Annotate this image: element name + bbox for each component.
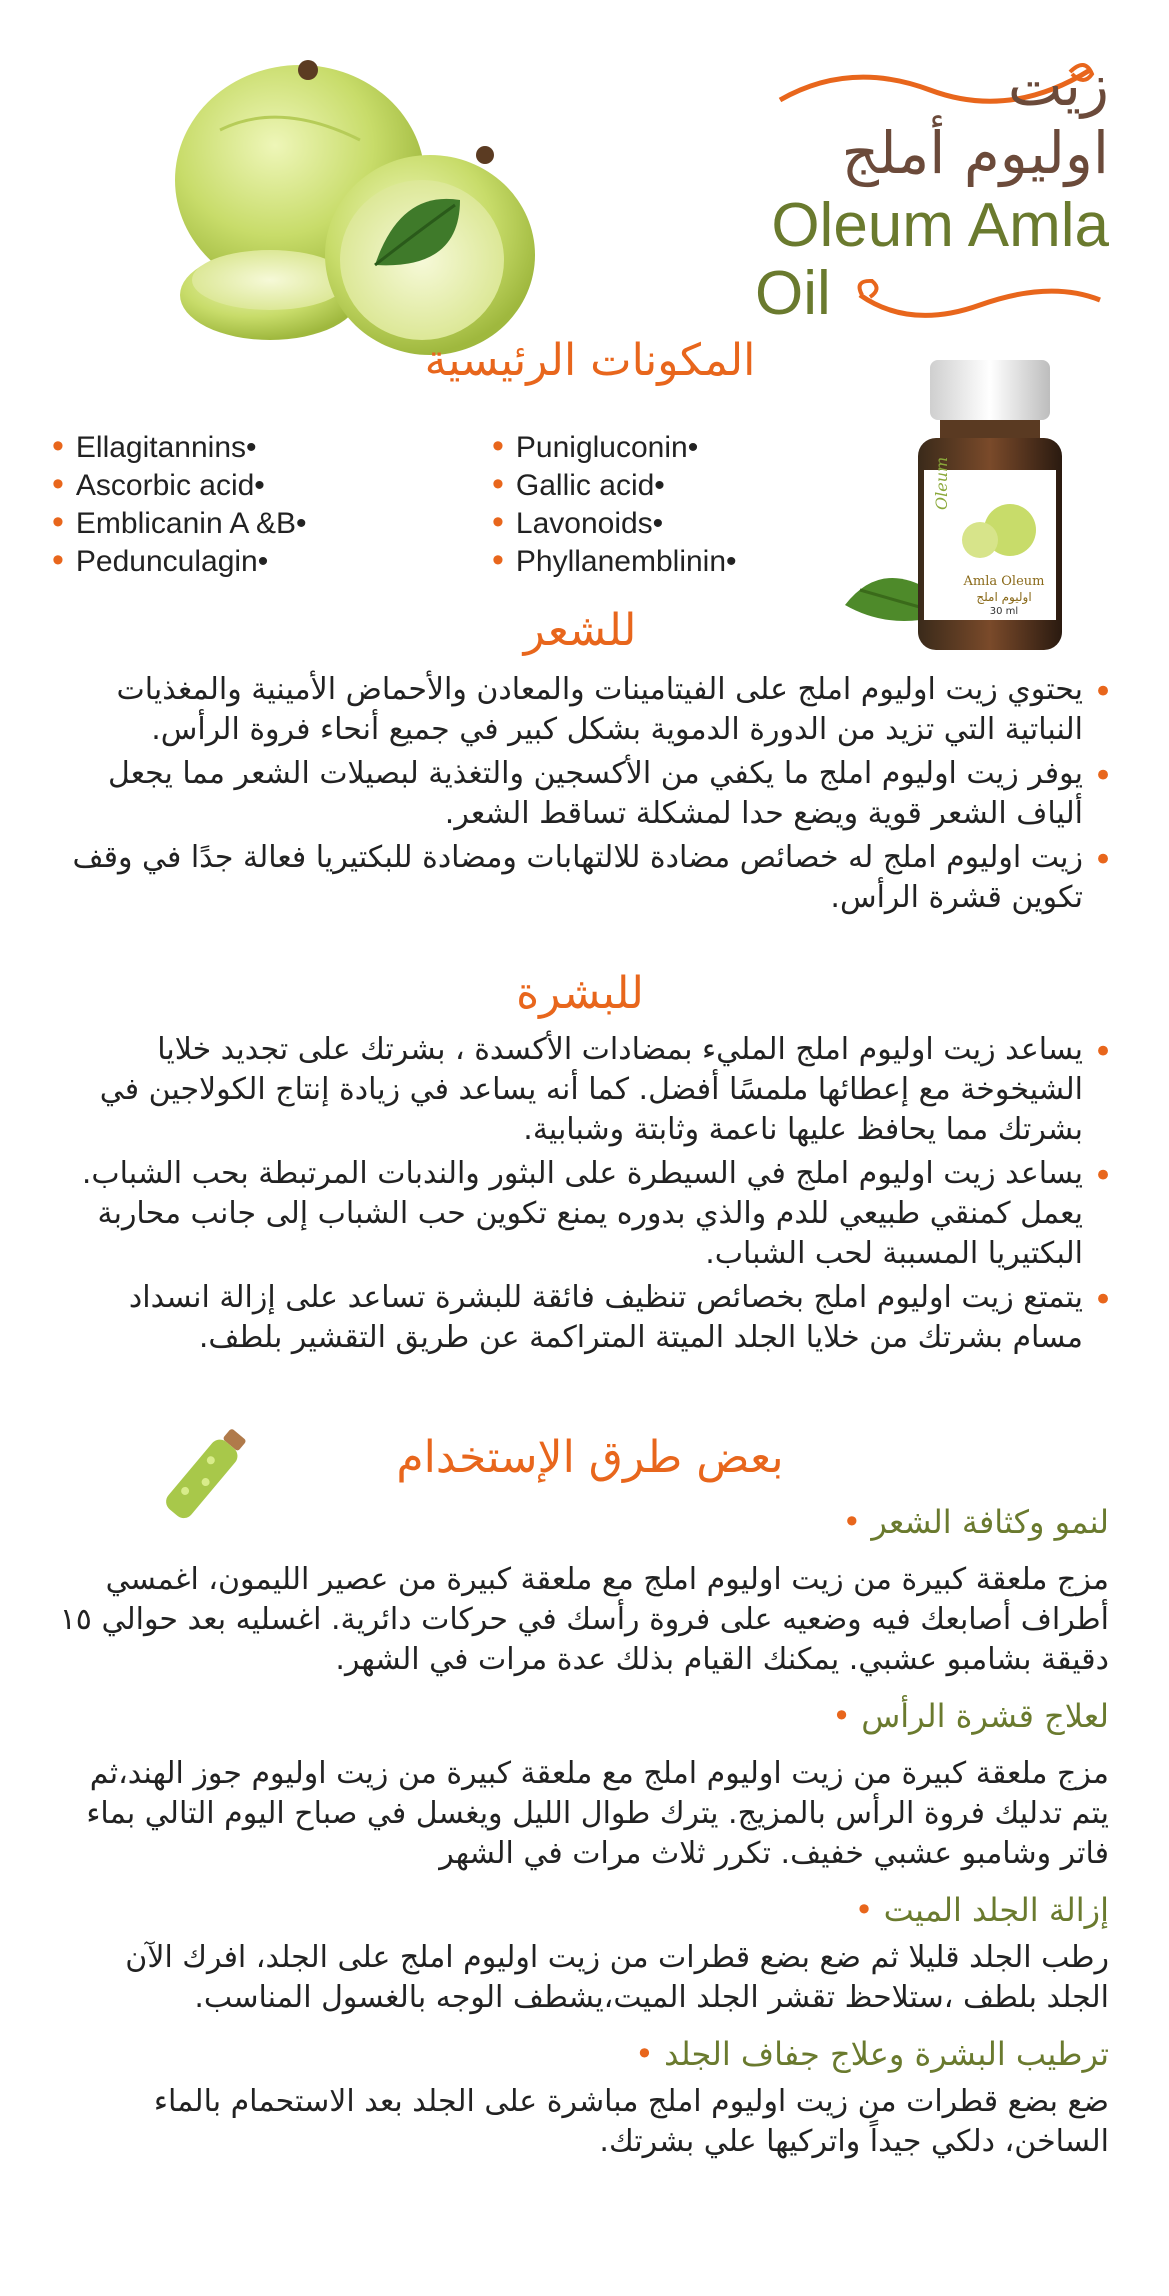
usage-body-moisturize: ضع بضع قطرات من زيت اوليوم املج مباشرة على الجلد بعد الاستحمام بالماء الساخن، دلكي جيداً واتركيها علي بشرتك.	[153, 2084, 1109, 2159]
ingredient-item: • Lavonoids•	[492, 504, 852, 542]
hair-benefit-item: يوفر زيت اوليوم املج ما يكفي من الأكسجين والتغذية لبصيلات الشعر مما يجعل ألياف الشعر قوية ويضع حدا لمشكلة تساقط الشعر. •	[59, 754, 1109, 834]
usage-heading: بعض طرق الإستخدام	[396, 1432, 784, 1483]
bottle-name-ar: اوليوم املج	[976, 590, 1032, 604]
hair-benefit-item: زيت اوليوم املج له خصائص مضادة للالتهابات ومضادة للبكتيريا فعالة جدًا في وقف تكوين قشرة الرأس. •	[59, 838, 1109, 918]
ingredients-heading: المكونات الرئيسية	[424, 335, 756, 386]
usage-section	[59, 1500, 1109, 2162]
ingredient-item: • Pedunculagin•	[52, 542, 472, 580]
amla-fruit-image	[160, 40, 540, 360]
bottle-brand: Oleum	[932, 456, 951, 510]
title-english-line2: Oil	[755, 259, 831, 328]
title-arabic-line1: زيت	[1007, 51, 1109, 119]
skin-heading: للبشرة	[516, 968, 644, 1019]
product-bottle-image	[840, 360, 1080, 660]
usage-body-dandruff: مزج ملعقة كبيرة من زيت اوليوم املج مع ملعقة كبيرة من زيت اوليوم جوز الهند،ثم يتم تدليك فروة الرأس بالمزيج. يترك طوال الليل ويغسل في صباح اليوم التالي بماء فاتر وشامبو عشبي خفيف. تكرر ثلاث مرات في الشهر	[86, 1756, 1109, 1871]
ingredients-list-right	[492, 428, 852, 580]
ingredient-item: • Ellagitannins•	[52, 428, 472, 466]
hair-benefit-item: يحتوي زيت اوليوم املج على الفيتامينات والمعادن والأحماض الأمينية والمغذيات النباتية التي تزيد من الدورة الدموية بشكل كبير في جميع أنحاء فروة الرأس. •	[59, 670, 1109, 750]
skin-benefit-item: يساعد زيت اوليوم املج في السيطرة على البثور والندبات المرتبطة بحب الشباب. يعمل كمنقي طبيعي للدم والذي بدوره يمنع تكوين حب الشباب إلى جانب محاربة البكتيريا المسببة لحب الشباب. •	[59, 1154, 1109, 1274]
ingredient-item: • Gallic acid•	[492, 466, 852, 504]
usage-body-dead-skin: رطب الجلد قليلا ثم ضع بضع قطرات من زيت اوليوم املج على الجلد، افرك الآن الجلد بلطف ،ستلاحظ تقشر الجلد الميت،يشطف الوجه بالغسول المناسب.	[125, 1940, 1109, 2015]
title-arabic-line2: اوليوم أملج	[841, 119, 1109, 187]
usage-title-dead-skin: إزالة الجلد الميت •	[59, 1888, 1109, 1932]
ingredient-item: • Emblicanin A &B•	[52, 504, 472, 542]
title-english-line1: Oleum Amla	[771, 191, 1109, 260]
usage-title-moisturize: ترطيب البشرة وعلاج جفاف الجلد •	[59, 2032, 1109, 2076]
skin-benefits-list	[59, 1030, 1109, 1362]
usage-title-hair-growth: لنمو وكثافة الشعر •	[59, 1500, 1109, 1544]
ingredient-item: • Punigluconin•	[492, 428, 852, 466]
ingredient-item: • Ascorbic acid•	[52, 466, 472, 504]
skin-benefit-item: يتمتع زيت اوليوم املج بخصائص تنظيف فائقة للبشرة تساعد على إزالة انسداد مسام بشرتك من خلايا الجلد الميتة المتراكمة عن طريق التقشير بلطف. •	[59, 1278, 1109, 1358]
ingredient-item: • Phyllanemblinin•	[492, 542, 852, 580]
ingredients-list-left	[52, 428, 472, 580]
skin-benefit-item: يساعد زيت اوليوم املج المليء بمضادات الأكسدة ، بشرتك على تجديد خلايا الشيخوخة مع إعطائها ملمسًا أفضل. كما أنه يساعد في زيادة إنتاج الكولاجين في بشرتك مما يحافظ عليها ناعمة وثابتة وشبابية. •	[59, 1030, 1109, 1150]
usage-body-hair-growth: مزج ملعقة كبيرة من زيت اوليوم املج مع ملعقة كبيرة من عصير الليمون، اغمسي أطراف أصابعك فيه وضعيه على فروة رأسك في حركات دائرية. اغسليه بعد حوالي ١٥ دقيقة بشامبو عشبي. يمكنك القيام بذلك عدة مرات في الشهر.	[59, 1562, 1109, 1677]
hair-heading: للشعر	[523, 605, 637, 656]
bottle-name: Amla Oleum	[963, 574, 1045, 589]
swirl-bottom-ornament	[850, 275, 1110, 335]
bottle-size: 30 ml	[989, 606, 1019, 617]
hair-benefits-list	[59, 670, 1109, 922]
usage-title-dandruff: لعلاج قشرة الرأس •	[59, 1694, 1109, 1738]
